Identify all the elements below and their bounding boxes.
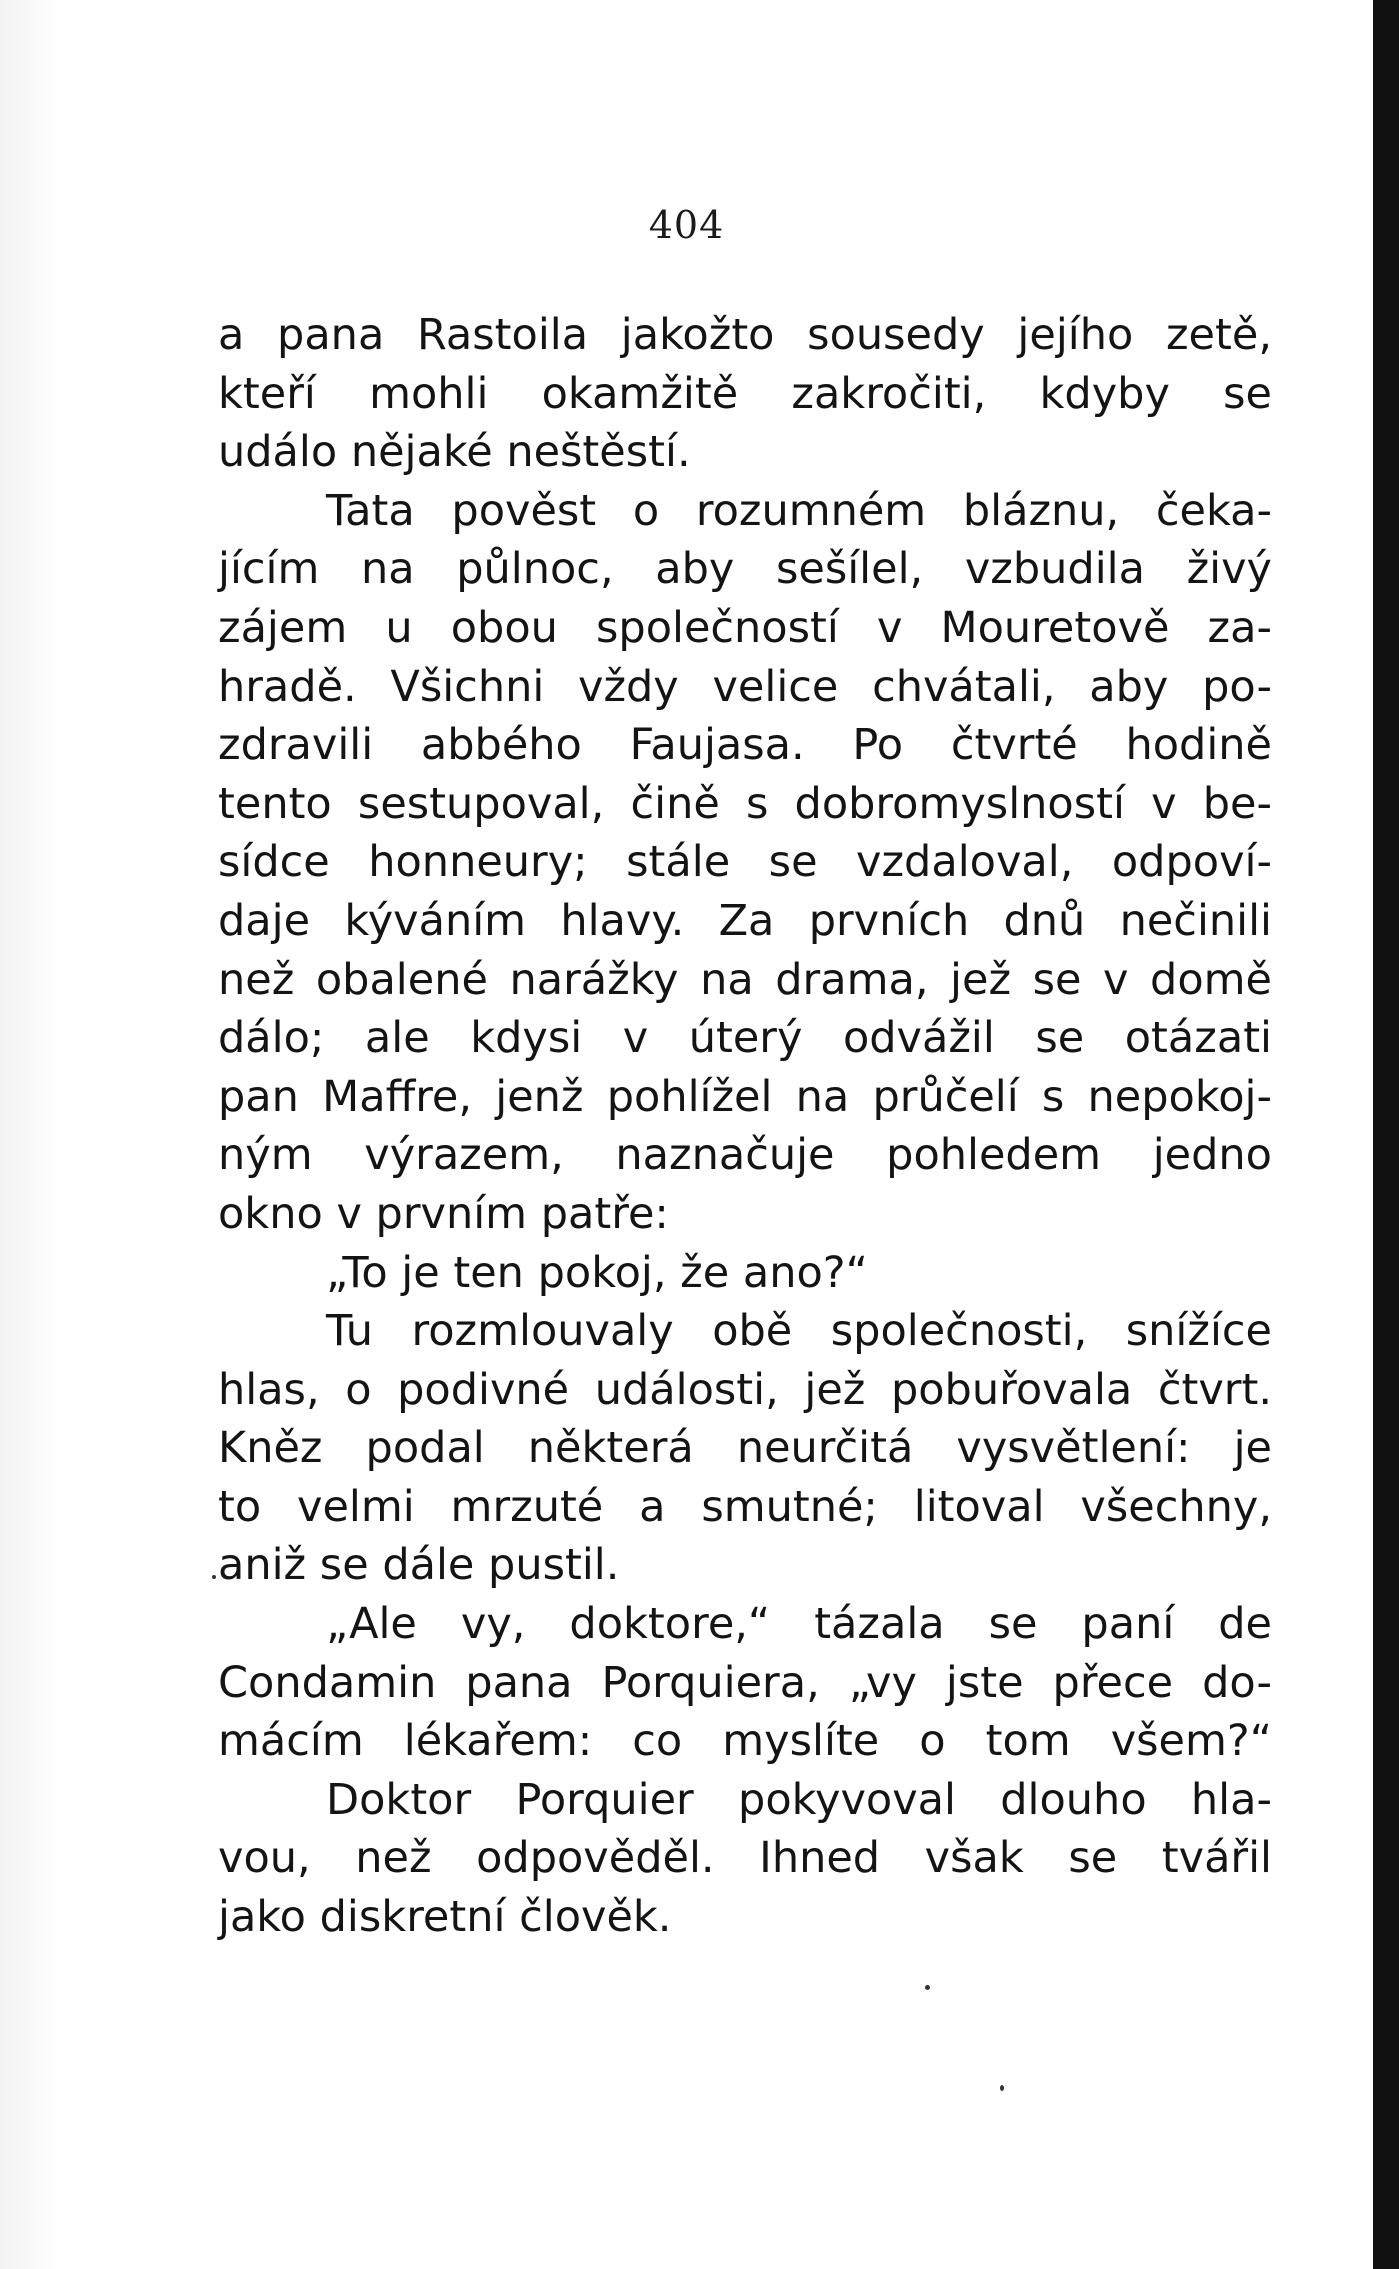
text-line: hlas, o podivné události, jež pobuřovala čtvrt. <box>218 1364 1272 1415</box>
text-line: vou, než odpověděl. Ihned však se tvářil <box>218 1833 1272 1884</box>
text-line: okno v prvním patře: <box>218 1188 669 1239</box>
text-line: a pana Rastoila jakožto sousedy jejího zetě, <box>218 310 1272 360</box>
text-line: Condamin pana Porquiera, „vy jste přece do- <box>218 1657 1272 1708</box>
text-line: událo nějaké neštěstí. <box>218 427 691 478</box>
text-line: aniž se dále pustil. <box>218 1540 620 1591</box>
text-line: Tu rozmlouvaly obě společnosti, snížíce <box>326 1306 1272 1357</box>
text-line: ným výrazem, naznačuje pohledem jedno <box>218 1130 1272 1181</box>
text-line: hradě. Všichni vždy velice chvátali, aby po- <box>218 661 1272 712</box>
text-line: Tata pověst o rozumném bláznu, čeka- <box>326 485 1272 536</box>
text-line: sídce honneury; stále se vzdaloval, odpoví- <box>218 837 1272 888</box>
text-line: pan Maffre, jenž pohlížel na průčelí s nepokoj- <box>218 1071 1272 1122</box>
text-line: jícím na půlnoc, aby sešílel, vzbudila živý <box>218 544 1272 595</box>
text-line: než obalené narážky na drama, jež se v domě <box>218 954 1272 1005</box>
text-line: kteří mohli okamžitě zakročiti, kdyby se <box>218 368 1272 419</box>
text-line: „Ale vy, doktore,“ tázala se paní de <box>326 1599 1272 1650</box>
text-line: zdravili abbého Faujasa. Po čtvrté hodině <box>218 720 1272 771</box>
text-line: zájem u obou společností v Mouretově za- <box>218 602 1272 653</box>
text-line: to velmi mrzuté a smutné; litoval všechny, <box>218 1481 1272 1532</box>
text-line: mácím lékařem: co myslíte o tom všem?“ <box>218 1716 1272 1767</box>
text-line: „To je ten pokoj, že ano?“ <box>326 1247 868 1298</box>
page-number: 404 <box>648 203 725 247</box>
text-line: dálo; ale kdysi v úterý odvážil se otázati <box>218 1013 1272 1064</box>
body-text <box>218 306 1272 1947</box>
text-line: tento sestupoval, čině s dobromyslností v be- <box>218 778 1272 829</box>
text-line: daje kýváním hlavy. Za prvních dnů nečinili <box>218 895 1272 946</box>
text-line: Kněz podal některá neurčitá vysvětlení: je <box>218 1423 1272 1474</box>
text-line: jako diskretní člověk. <box>218 1892 672 1943</box>
text-line: Doktor Porquier pokyvoval dlouho hla- <box>326 1774 1272 1825</box>
